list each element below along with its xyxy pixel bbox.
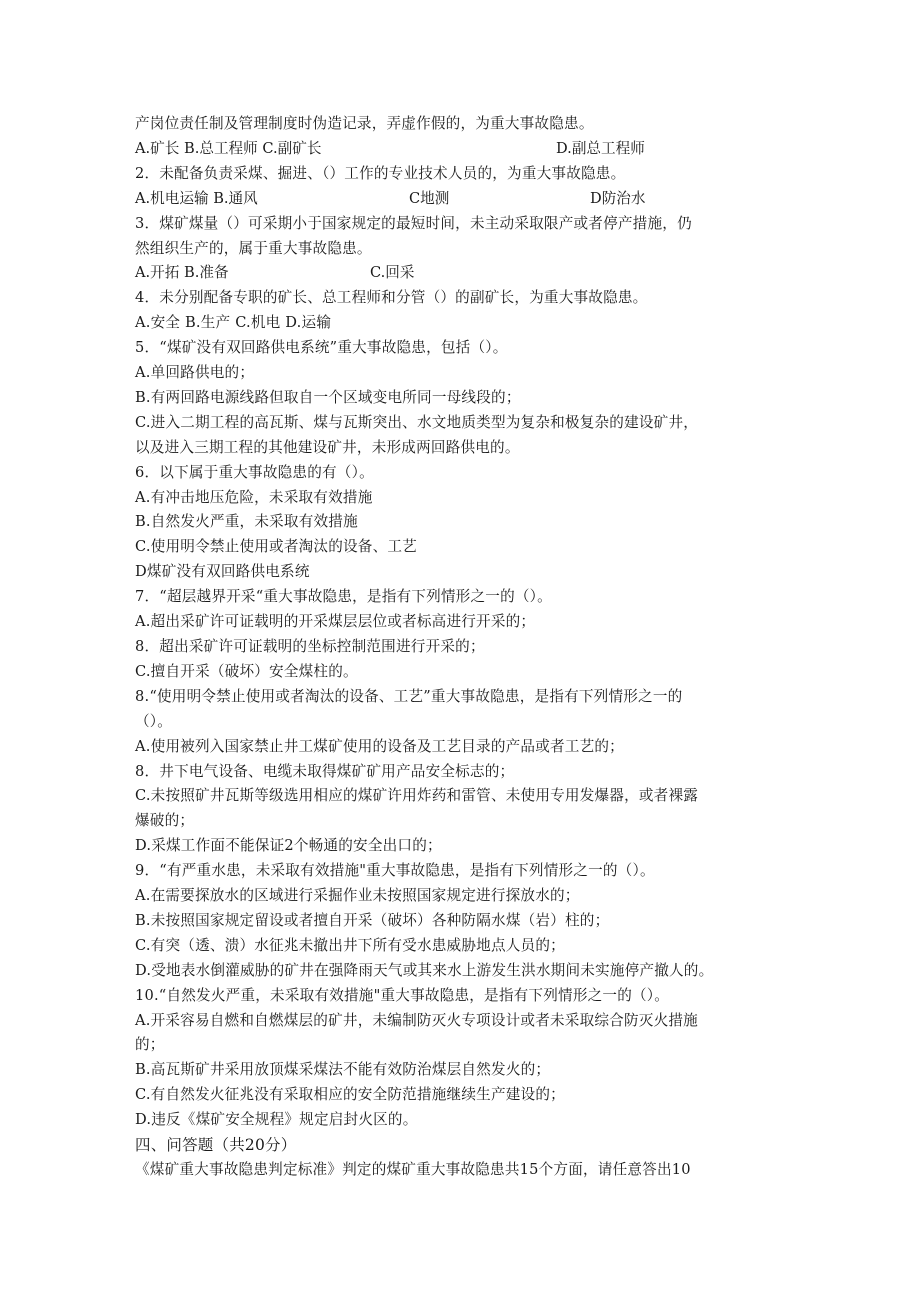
option-text: A.机电运输 B.通风 — [135, 189, 258, 207]
question-3: 3．煤矿煤量（）可采期小于国家规定的最短时间，未主动采取限产或者停产措施，仍 — [135, 214, 692, 232]
option-line: A.单回路供电的； — [135, 364, 255, 382]
option-line: C.擅自开采（破坏）安全煤柱的。 — [135, 662, 358, 680]
text-line: 的； — [135, 1036, 165, 1054]
question-6: 6．以下属于重大事故隐患的有（）。 — [135, 463, 374, 481]
q2-options — [135, 187, 795, 212]
option-text: D.副总工程师 — [556, 139, 645, 157]
text-line: 产岗位责任制及管理制度时伪造记录，弄虚作假的，为重大事故隐患。 — [135, 115, 594, 132]
option-line: A.在需要探放水的区域进行采掘作业未按照国家规定进行探放水的； — [135, 887, 580, 905]
option-line: A.有冲击地压危险，未采取有效措施 — [135, 488, 373, 506]
question-10: 10.“自然发火严重，未采取有效措施"重大事故隐患，是指有下列情形之一的（）。 — [135, 986, 670, 1004]
option-line: 8．井下电气设备、电缆未取得煤矿矿用产品安全标志的； — [135, 762, 515, 780]
text-line: 《煤矿重大事故隐患判定标准》判定的煤矿重大事故隐患共15个方面，请任意答出10 — [135, 1161, 691, 1179]
option-line: D.违反《煤矿安全规程》规定启封火区的。 — [135, 1111, 418, 1129]
option-line: C.未按照矿井瓦斯等级选用相应的煤矿许用炸药和雷管、未使用专用发爆器，或者裸露 — [135, 787, 699, 805]
option-text: D防治水 — [590, 189, 646, 207]
q3-options — [135, 261, 795, 286]
text-line: 爆破的； — [135, 812, 195, 830]
option-line: A.超出采矿许可证载明的开采煤层层位或者标高进行开采的； — [135, 613, 536, 631]
option-text: C.回采 — [370, 264, 415, 282]
question-9: 9．“有严重水患，未采取有效措施"重大事故隐患，是指有下列情形之一的（）。 — [135, 862, 655, 880]
option-line: A.安全 B.生产 C.机电 D.运输 — [135, 314, 332, 332]
option-line: 8．超出采矿许可证载明的坐标控制范围进行开采的； — [135, 637, 485, 655]
option-line: C.有突（透、溃）水征兆未撤出井下所有受水患威胁地点人员的； — [135, 936, 565, 954]
q1-options — [135, 137, 795, 162]
document-page — [135, 112, 795, 1183]
section-heading: 四、问答题（共20分） — [135, 1136, 297, 1155]
option-text: A.开拓 B.准备 — [135, 264, 229, 282]
option-line: B.高瓦斯矿井采用放顶煤采煤法不能有效防治煤层自然发火的； — [135, 1061, 551, 1079]
text-line: 以及进入三期工程的其他建设矿井，未形成两回路供电的。 — [135, 438, 520, 456]
option-line: D.受地表水倒灌威胁的矿井在强降雨天气或其来水上游发生洪水期间未实施停产撤人的。 — [135, 961, 714, 979]
option-line: D.采煤工作面不能保证2个畅通的安全出口的； — [135, 837, 442, 855]
option-line: A.使用被列入国家禁止井工煤矿使用的设备及工艺目录的产品或者工艺的； — [135, 737, 624, 755]
text-line: 然组织生产的，属于重大事故隐患。 — [135, 239, 372, 257]
question-5: 5．“煤矿没有双回路供电系统”重大事故隐患，包括（）。 — [135, 339, 508, 357]
option-line: C.使用明令禁止使用或者淘汰的设备、工艺 — [135, 538, 417, 556]
text-line: （）。 — [135, 712, 173, 730]
option-line: D煤矿没有双回路供电系统 — [135, 563, 310, 581]
option-line: A.开采容易自燃和自燃煤层的矿井，未编制防灭火专项设计或者未采取综合防灭火措施 — [135, 1011, 698, 1029]
option-line: C.进入二期工程的高瓦斯、煤与瓦斯突出、水文地质类型为复杂和极复杂的建设矿井， — [135, 413, 699, 431]
question-4: 4．未分别配备专职的矿长、总工程师和分管（）的副矿长，为重大事故隐患。 — [135, 289, 648, 307]
option-line: B.未按照国家规定留设或者擅自开采（破坏）各种防隔水煤（岩）柱的； — [135, 911, 610, 929]
option-text: A.矿长 B.总工程师 C.副矿长 — [135, 139, 322, 157]
option-line: B.自然发火严重，未采取有效措施 — [135, 513, 358, 531]
question-8: 8.“使用明令禁止使用或者淘汰的设备、工艺”重大事故隐患，是指有下列情形之一的 — [135, 687, 683, 705]
option-text: C地测 — [409, 189, 450, 207]
option-line: B.有两回路电源线路但取自一个区域变电所同一母线段的； — [135, 388, 521, 406]
question-7: 7．“超层越界开采“重大事故隐患，是指有下列情形之一的（）。 — [135, 588, 552, 606]
question-2: 2．未配备负责采煤、掘进、（）工作的专业技术人员的，为重大事故隐患。 — [135, 164, 626, 182]
option-line: C.有自然发火征兆没有采取相应的安全防范措施继续生产建设的； — [135, 1086, 565, 1104]
